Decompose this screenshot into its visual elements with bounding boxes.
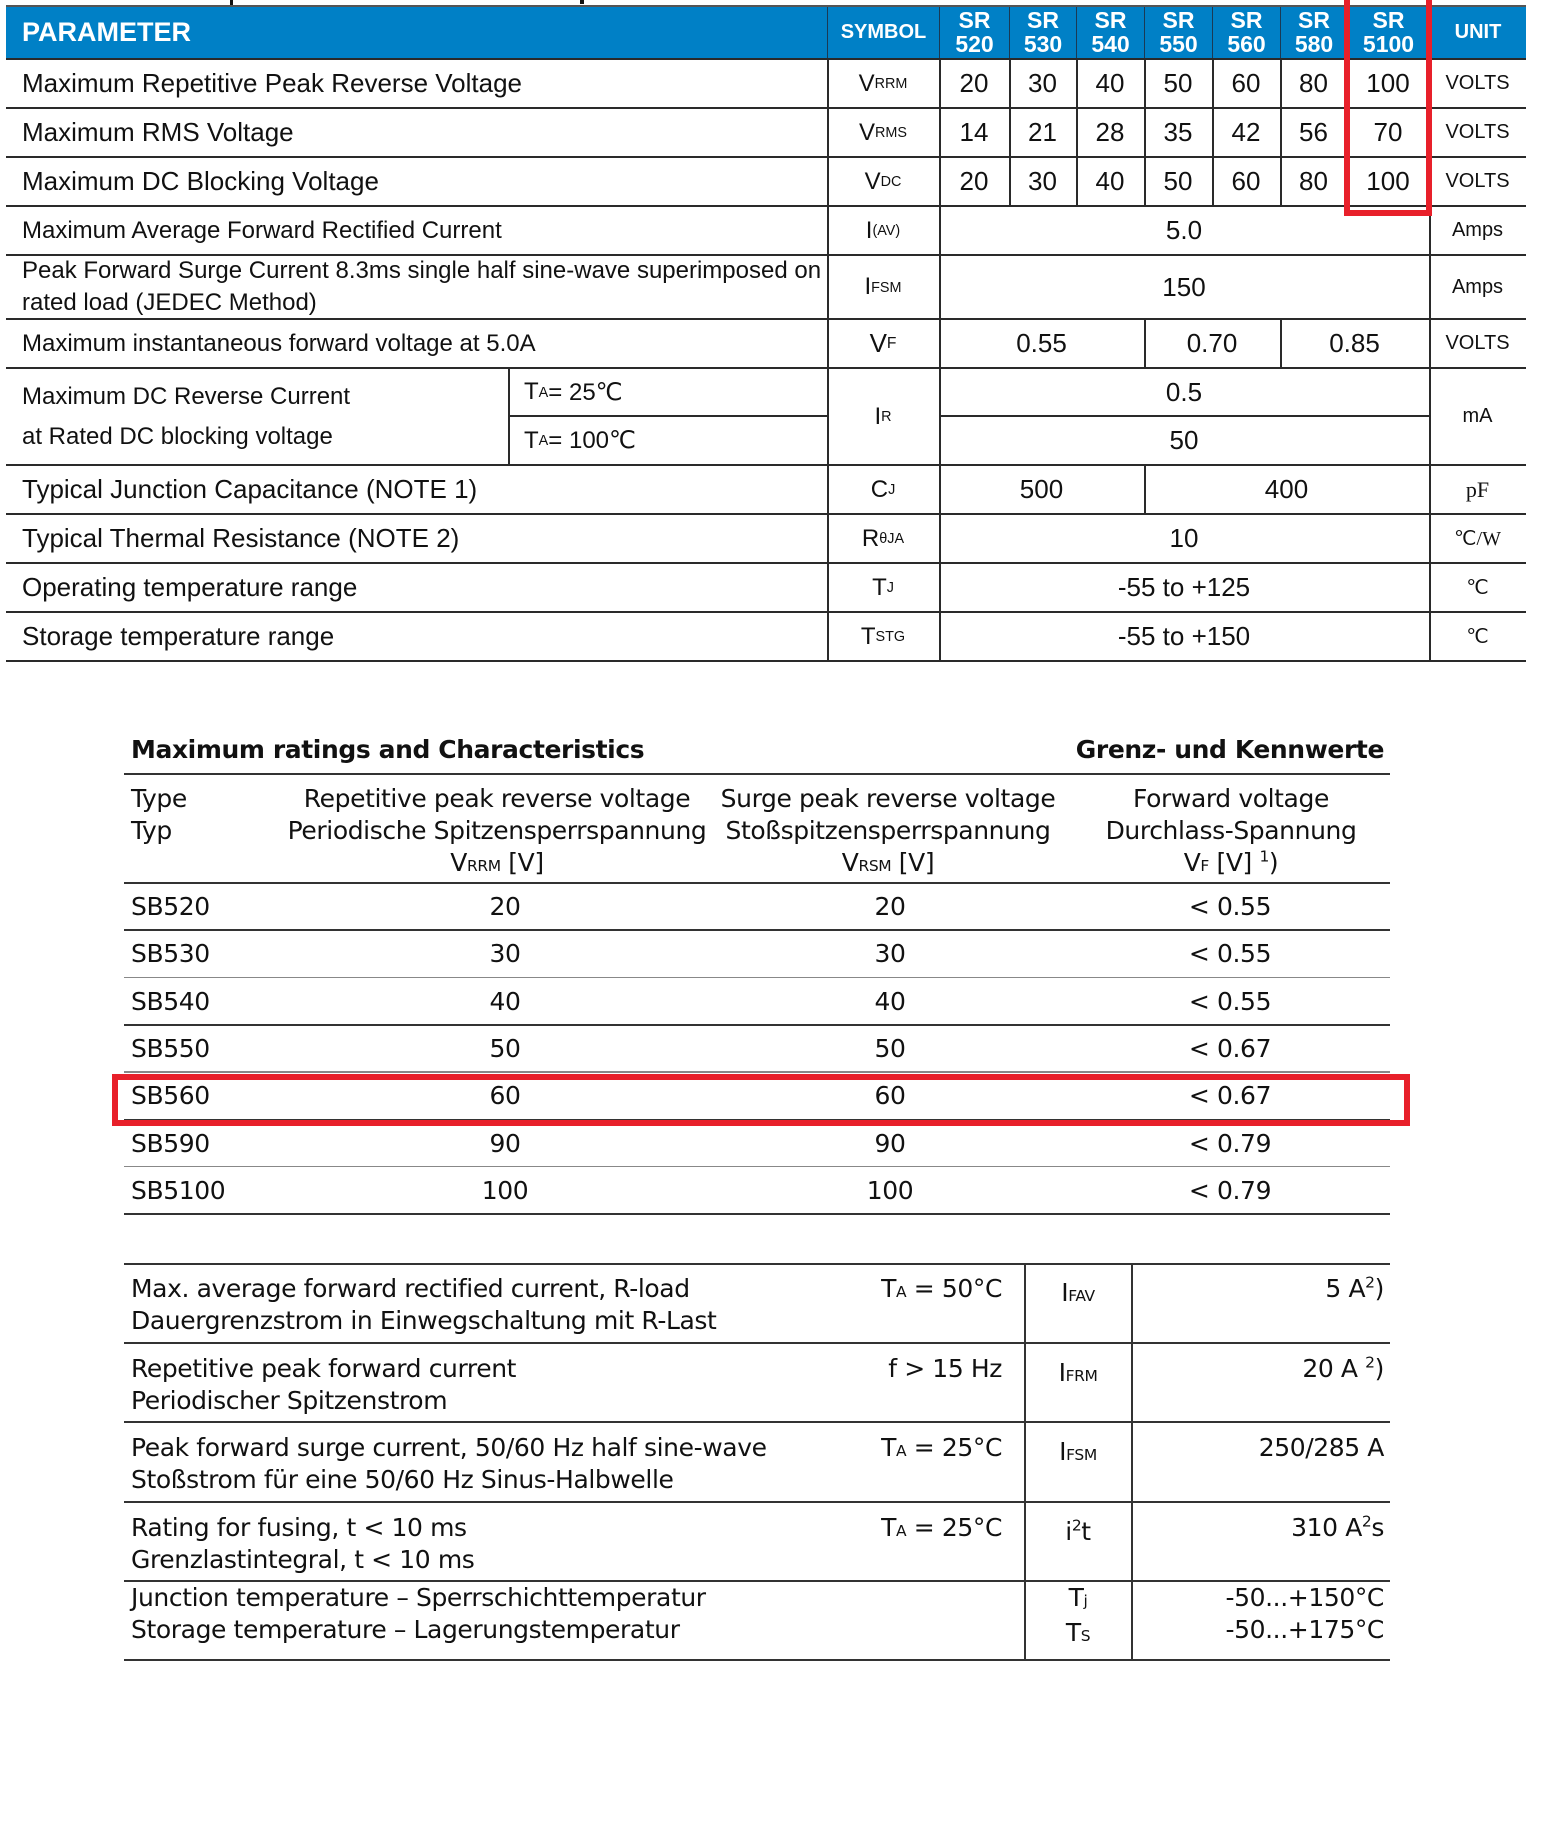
header-parameter: PARAMETER [22, 16, 192, 47]
column-header-vf: Forward voltage Durchlass-Spannung VF [V] $^1$) [1105, 784, 1357, 877]
value-cell: 500 [1019, 474, 1064, 504]
condition-cell: TA = 50°C [881, 1274, 1002, 1303]
value-cell: 30 [1028, 68, 1057, 98]
row-divider [6, 5, 1526, 7]
header-model: SR 580 [1280, 6, 1347, 59]
symbol-cell: $i^2t$ [1065, 1516, 1091, 1546]
header-model: SR 560 [1212, 6, 1280, 59]
row-divider [124, 1421, 1390, 1423]
cropped-heading-fragment [580, 0, 584, 4]
row-divider [124, 1071, 1390, 1073]
row-divider [124, 1024, 1390, 1026]
type-cell: SB540 [131, 986, 210, 1016]
type-cell: SB530 [131, 939, 210, 969]
param-label: Maximum Repetitive Peak Reverse Voltage [22, 68, 523, 98]
vf-cell: < 0.67 [1188, 1033, 1272, 1063]
vrsm-cell: 100 [866, 1175, 914, 1205]
value-cell: 0.55 [1016, 328, 1067, 358]
value-cell: 50 [1163, 166, 1193, 196]
param-label: Operating temperature range [22, 572, 358, 602]
row-divider [124, 882, 1390, 884]
unit-cell: VOLTS [1445, 170, 1510, 192]
value-cell: 60 [1231, 166, 1261, 196]
vrsm-cell: 60 [874, 1081, 906, 1111]
unit-cell: Amps [1451, 219, 1504, 241]
value-cell: 80 [1299, 68, 1328, 98]
row-divider [124, 1166, 1390, 1168]
symbol-cell: IFRM [1058, 1357, 1098, 1387]
symbol-cell: V $_{RRM}$ [858, 69, 908, 97]
header-model: SR 540 [1076, 6, 1144, 59]
param-label [6, 255, 827, 319]
symbol-cell: I $_{(AV)}$ [865, 216, 901, 244]
type-cell: SB590 [131, 1128, 210, 1158]
symbol-cell: V $_{RMS}$ [859, 118, 907, 146]
vf-cell: < 0.79 [1188, 1175, 1272, 1205]
vrrm-cell: 90 [489, 1128, 521, 1158]
param-label: Maximum instantaneous forward voltage at 5.0A [22, 329, 536, 357]
row-divider [124, 1501, 1390, 1503]
value-cell: 14 [959, 117, 989, 147]
header-model: SR 520 [939, 6, 1009, 59]
column-header-type: Type Typ [131, 784, 187, 845]
vf-cell: < 0.55 [1188, 986, 1272, 1016]
vrrm-cell: 100 [481, 1175, 529, 1205]
vrrm-cell: 50 [489, 1033, 521, 1063]
row-divider [124, 773, 1390, 775]
symbol-cell: Tj TS [1065, 1583, 1091, 1647]
param-label: Repetitive peak forward current Periodischer Spitzenstrom [131, 1353, 517, 1415]
value-cell: 5.0 [1165, 215, 1203, 245]
param-label: Maximum RMS Voltage [22, 117, 294, 147]
value-cell: 28 [1095, 117, 1125, 147]
unit-cell: Amps [1451, 275, 1504, 298]
unit-cell: pF [1465, 476, 1490, 502]
condition-cell: T $_A$ = 100℃ [524, 426, 636, 454]
param-line: Maximum DC Reverse Current [22, 382, 351, 410]
table-title-german: Grenz- und Kennwerte [1075, 735, 1384, 764]
vf-cell: < 0.55 [1188, 892, 1272, 921]
symbol-cell: T $_J$ [872, 573, 894, 601]
table-title: Maximum ratings and Characteristics [131, 735, 645, 764]
value-cell: 250/285 A [1258, 1433, 1384, 1462]
value-cell: 35 [1163, 117, 1193, 147]
param-label: Maximum DC Blocking Voltage [22, 166, 379, 196]
value-cell: 80 [1299, 166, 1328, 196]
vrsm-cell: 90 [874, 1128, 906, 1158]
vrsm-cell: 20 [874, 892, 906, 921]
param-label: Maximum Average Forward Rectified Current [22, 216, 502, 244]
header-symbol: SYMBOL [827, 6, 939, 59]
header-model: SR 530 [1009, 6, 1076, 59]
param-line: Peak Forward Surge Current 8.3ms single half sine-wave superimposed on [22, 257, 822, 284]
column-divider [1131, 1263, 1133, 1660]
param-label: Junction temperature – Sperrschichttemperatur Storage temperature – Lagerungstemperatur [131, 1583, 706, 1644]
vf-cell: < 0.55 [1188, 939, 1272, 969]
unit-cell: VOLTS [1445, 332, 1510, 354]
row-divider [124, 929, 1390, 931]
value-cell: 50 [1163, 68, 1193, 98]
symbol-cell: IFAV [1061, 1278, 1095, 1307]
symbol-cell: I $_R$ [874, 402, 892, 430]
param-label: Max. average forward rectified current, R-load Dauergrenzstrom in Einwegschaltung mit R-Last [131, 1274, 717, 1335]
value-cell: 70 [1373, 117, 1403, 147]
param-label: Typical Junction Capacitance (NOTE 1) [22, 474, 478, 504]
vf-cell: < 0.67 [1188, 1081, 1272, 1111]
type-cell: SB5100 [131, 1175, 226, 1205]
vrsm-cell: 50 [874, 1033, 906, 1063]
unit-cell: ℃ [1466, 577, 1489, 599]
symbol-cell: I $_{FSM}$ [864, 273, 902, 300]
value-cell: 20 [959, 166, 989, 196]
row-divider [124, 977, 1390, 979]
value-cell: 50 [1169, 425, 1199, 455]
value-cell: 0.85 [1329, 328, 1380, 358]
vrrm-cell: 30 [489, 939, 521, 969]
value-cell: 310 $A^2s$ [1291, 1512, 1384, 1542]
symbol-cell: C $_J$ [870, 475, 896, 503]
param-label: Rating for fusing, t < 10 ms Grenzlastintegral, t < 10 ms [131, 1512, 475, 1574]
param-line: rated load (JEDEC Method) [22, 289, 317, 316]
value-cell: 20 [959, 68, 989, 98]
symbol-cell: T $_{STG}$ [860, 622, 906, 650]
vrsm-cell: 40 [874, 986, 906, 1016]
param-label: Peak forward surge current, 50/60 Hz half sine-wave Stoßstrom für eine 50/60 Hz Sinus-Halbwelle [131, 1433, 767, 1494]
value-cell: 100 [1366, 166, 1410, 196]
value-cell: 0.70 [1186, 328, 1238, 358]
value-cell: 30 [1028, 166, 1057, 196]
unit-cell: VOLTS [1445, 72, 1510, 94]
row-divider [124, 1263, 1390, 1265]
value-cell: 100 [1366, 68, 1410, 98]
value-cell: 60 [1231, 68, 1261, 98]
param-label: Storage temperature range [22, 621, 335, 651]
value-cell: 56 [1299, 117, 1328, 147]
vrrm-cell: 20 [489, 892, 521, 921]
condition-cell: T $_A$ = 25℃ [524, 378, 623, 406]
unit-cell: ℃/W [1454, 528, 1501, 550]
vrsm-cell: 30 [874, 939, 906, 969]
symbol-cell: R $_{\theta JA}$ [861, 524, 905, 552]
condition-cell: TA = 25°C [881, 1512, 1002, 1542]
value-cell: -55 to +150 [1117, 621, 1251, 651]
column-header-vrrm: Repetitive peak reverse voltage Periodische Spitzensperrspannung VRRM [V] [287, 784, 707, 877]
value-cell: 42 [1231, 117, 1261, 147]
value-cell: 5 $A^2$) [1325, 1273, 1384, 1303]
condition-cell: f > 15 Hz [888, 1353, 1002, 1383]
row-divider [124, 1119, 1390, 1121]
param-label [6, 368, 508, 465]
header-model: SR 5100 [1347, 6, 1429, 59]
condition-cell: TA = 25°C [881, 1433, 1002, 1462]
param-line: at Rated DC blocking voltage [22, 422, 333, 450]
vrrm-cell: 60 [489, 1081, 521, 1111]
row-divider [124, 1659, 1390, 1661]
type-cell: SB520 [131, 892, 210, 921]
value-cell: 40 [1095, 68, 1125, 98]
value-cell: 0.5 [1165, 376, 1203, 407]
column-divider [1024, 1263, 1026, 1660]
unit-cell: VOLTS [1445, 121, 1510, 143]
vf-cell: < 0.79 [1188, 1128, 1272, 1158]
vrrm-cell: 40 [489, 986, 521, 1016]
type-cell: SB560 [131, 1081, 210, 1111]
header-unit: UNIT [1429, 6, 1526, 59]
row-divider [124, 1213, 1390, 1215]
unit-cell: mA [1462, 405, 1493, 427]
symbol-cell: V $_{DC}$ [864, 167, 902, 195]
param-label: Typical Thermal Resistance (NOTE 2) [22, 523, 460, 553]
symbol-cell: V $_F$ [869, 328, 897, 358]
table-header [6, 6, 1526, 59]
symbol-cell: IFSM [1059, 1437, 1097, 1466]
value-cell: 10 [1169, 523, 1199, 553]
value-cell: -50...+150°C -50...+175°C [1225, 1583, 1384, 1644]
column-header-vrsm: Surge peak reverse voltage Stoßspitzensperrspannung VRSM [V] [720, 784, 1056, 877]
value-cell: 40 [1095, 166, 1125, 196]
header-model: SR 550 [1144, 6, 1212, 59]
value-cell: -55 to +125 [1117, 572, 1251, 602]
type-cell: SB550 [131, 1033, 210, 1063]
row-divider [124, 1342, 1390, 1344]
value-cell: 21 [1028, 117, 1057, 147]
value-cell: 400 [1264, 474, 1309, 504]
unit-cell: ℃ [1466, 626, 1489, 648]
value-cell: 150 [1162, 271, 1206, 302]
value-cell: 20 A $^2$) [1302, 1353, 1384, 1383]
